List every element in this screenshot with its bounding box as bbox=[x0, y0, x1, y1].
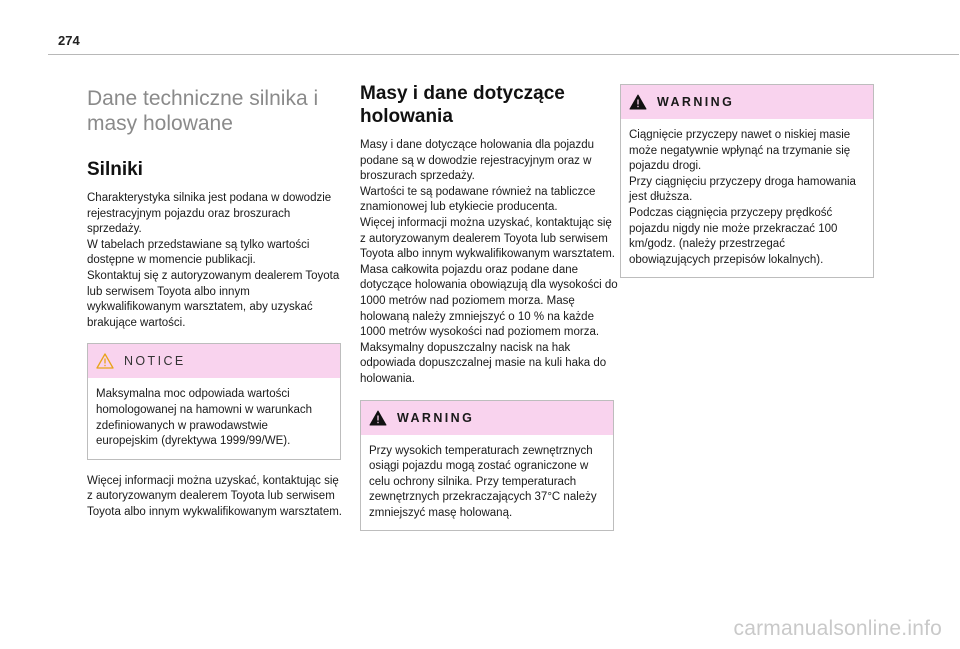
warning-body bbox=[621, 119, 873, 277]
column-engines bbox=[87, 82, 345, 521]
watermark: carmanualsonline.info bbox=[733, 617, 942, 640]
warning-box-trailer bbox=[620, 84, 874, 278]
column-towing bbox=[360, 82, 618, 531]
warning-box-temperature bbox=[360, 400, 614, 532]
page-title: Dane techniczne silnika i masy holowane bbox=[87, 87, 319, 135]
warning-label: WARNING bbox=[657, 95, 735, 109]
notice-text: Maksymalna moc odpowiada wartości homologowanej na hamowni w warunkach zdefiniowanych w prawodawstwie europejskim (dyrektywa 1999/99/WE). bbox=[96, 388, 313, 448]
column-trailer-warning bbox=[620, 82, 878, 278]
engines-paragraph: Charakterystyka silnika jest podana w dowodzie rejestracyjnym pojazdu oraz broszurach sprzedaży. W tabelach przedstawiane są tylko wartości dostępne w momencie publikacji. Skontaktuj się z autoryzowanym dealerem Toyota lub serwisem Toyota albo innym wykwalifikowanym warsztatem, aby uzyskać brakujące wartości. bbox=[87, 192, 340, 329]
engines-contact-paragraph: Więcej informacji można uzyskać, kontaktując się z autoryzowanym dealerem Toyota lub serwisem Toyota albo innym wykwalifikowanym warsztatem. bbox=[87, 474, 343, 518]
warning-text: Przy wysokich temperaturach zewnętrznych osiągi pojazdu mogą zostać ograniczone w celu ochrony silnika. Przy temperaturach zewnętrznych przekraczających 37°C należy zmniejszyć masę holowaną. bbox=[369, 444, 597, 519]
warning-outline-icon bbox=[96, 353, 114, 369]
warning-label: WARNING bbox=[397, 410, 475, 425]
section-title-towing: Masy i dane dotyczące holowania bbox=[360, 83, 565, 127]
section-title-engines: Silniki bbox=[87, 159, 143, 180]
warning-header bbox=[621, 85, 873, 119]
towing-paragraph: Masy i dane dotyczące holowania dla pojazdu podane są w dowodzie rejestracyjnym oraz w broszurach sprzedaży. Wartości te są podawane również na tabliczce znamionowej lub etykiecie producenta. Więcej informacji można uzyskać, kontaktując się z autoryzowanym dealerem Toyota lub serwisem Toyota albo innym wykwalifikowanym warsztatem. Masa całkowita pojazdu oraz podane dane dotyczące holowania obowiązują dla wysokości do 1000 metrów nad poziomem morza. Masę holowaną należy zmniejszyć o 10 % na każde 1000 metrów wysokości nad poziomem morza. Maksymalny dopuszczalny nacisk na hak odpowiada dopuszczalnej masie na kuli haka do holowania. bbox=[360, 139, 618, 385]
page-number: 274 bbox=[58, 33, 80, 48]
notice-header bbox=[88, 344, 340, 378]
warning-filled-icon bbox=[369, 410, 387, 426]
notice-box bbox=[87, 343, 341, 459]
warning-text: Ciągnięcie przyczepy nawet o niskiej masie może negatywnie wpłynąć na trzymanie się pojazdu drogi. Przy ciągnięciu przyczepy droga hamowania jest dłuższa. Podczas ciągnięcia przyczepy prędkość pojazdu nigdy nie może przekraczać 100 km/godz. (należy przestrzegać obowiązujących przepisów lokalnych). bbox=[629, 129, 856, 266]
notice-label: NOTICE bbox=[124, 354, 186, 369]
warning-header bbox=[361, 401, 613, 435]
notice-body bbox=[88, 378, 340, 458]
header-divider bbox=[48, 54, 959, 55]
warning-body bbox=[361, 435, 613, 531]
warning-filled-icon bbox=[629, 94, 647, 110]
